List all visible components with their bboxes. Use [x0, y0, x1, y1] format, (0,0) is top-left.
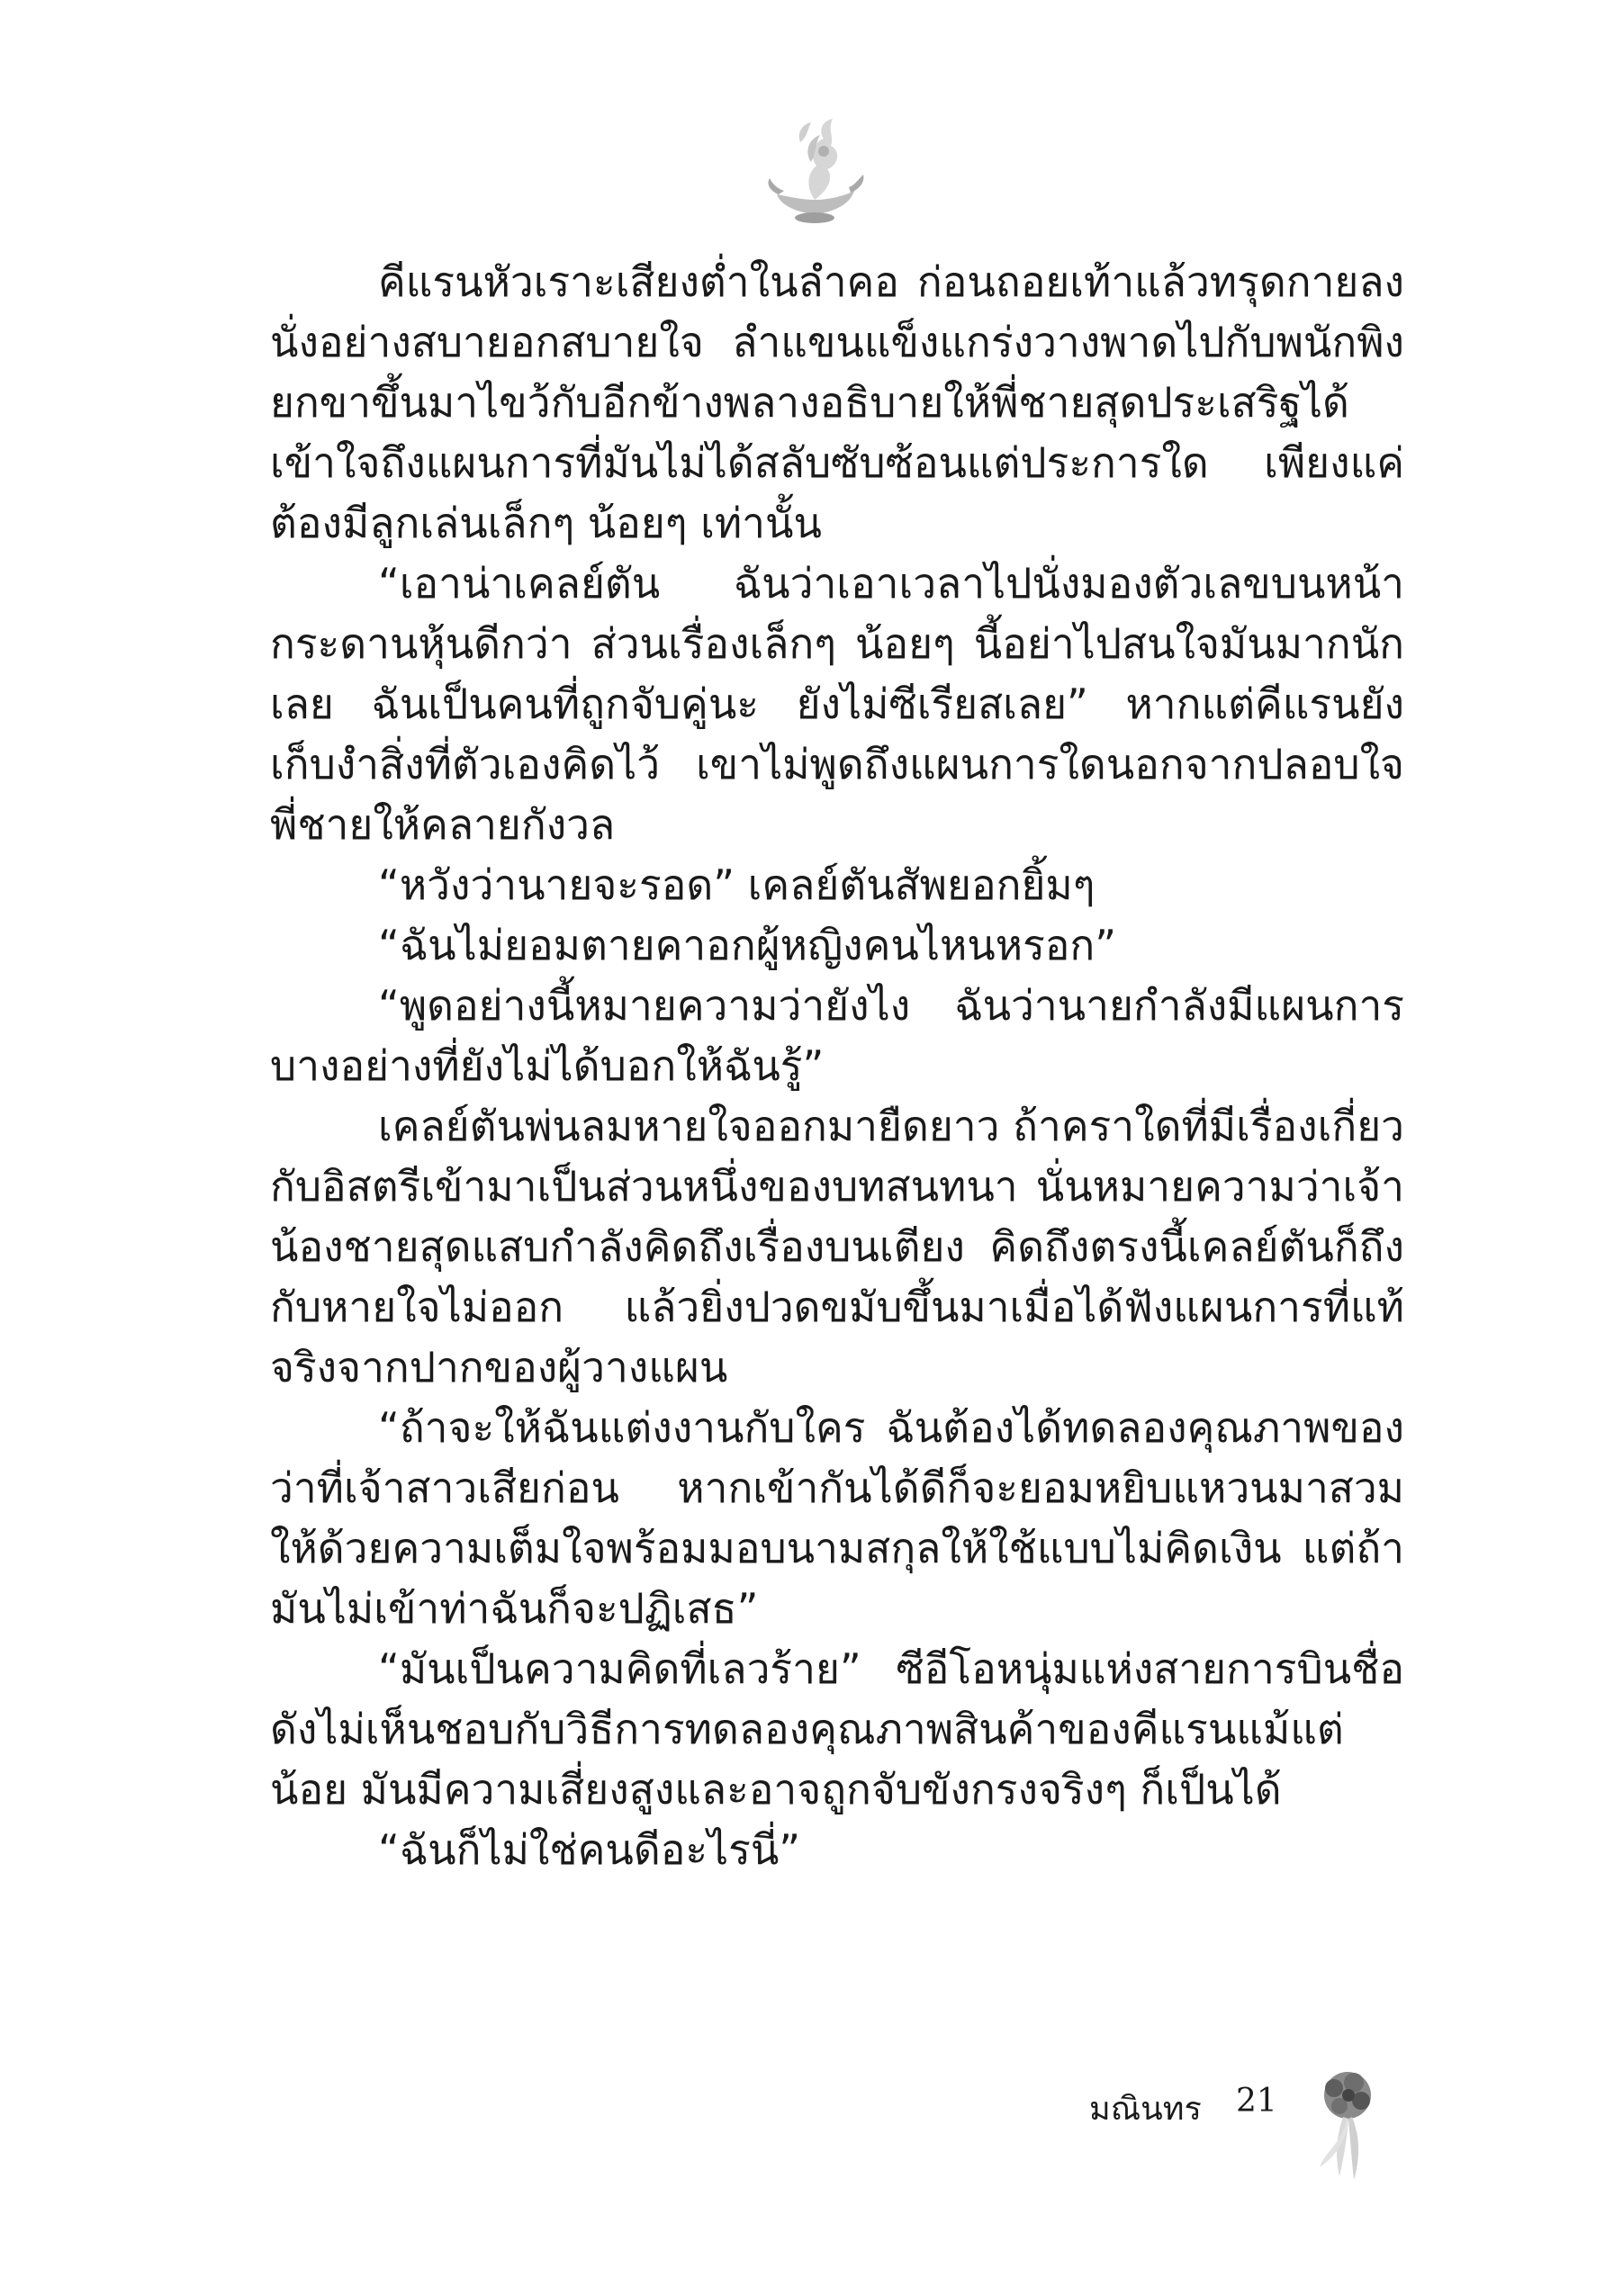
paragraph: “มันเป็นความคิดที่เลวร้าย” ซีอีโอหนุ่มแห่งสายการบินชื่อดังไม่เห็นชอบกับวิธีการทดลองคุณภาพสินค้าของคีแรนแม้แต่น้อย มันมีความเสี่ยงสูงและอาจถูกจับขังกรงจริงๆ ก็เป็นได้	[270, 1644, 1404, 1814]
paragraph: “ฉันก็ไม่ใช่คนดีอะไรนี่”	[378, 1825, 801, 1875]
paragraph: “พูดอย่างนี้หมายความว่ายังไง ฉันว่านายกำลังมีแผนการบางอย่างที่ยังไม่ได้บอกให้ฉันรู้”	[270, 981, 1404, 1091]
paragraph: “ถ้าจะให้ฉันแต่งงานกับใคร ฉันต้องได้ทดลองคุณภาพของว่าที่เจ้าสาวเสียก่อน หากเข้ากันได้ดีก็จะยอมหยิบแหวนมาสวมให้ด้วยความเต็มใจพร้อมมอบนามสกุลให้ใช้แบบไม่คิดเงิน แต่ถ้ามันไม่เข้าท่าฉันก็จะปฏิเสธ”	[270, 1403, 1404, 1634]
paragraph: “หวังว่านายจะรอด” เคลย์ตันสัพยอกยิ้มๆ	[378, 860, 1096, 910]
book-title: มณินทร	[1089, 2091, 1202, 2128]
body-text	[270, 252, 1404, 1880]
paragraph: “ฉันไม่ยอมตายคาอกผู้หญิงคนไหนหรอก”	[378, 921, 1117, 970]
flower-bouquet-icon	[1298, 2061, 1397, 2187]
page-number: 21	[1236, 2083, 1277, 2120]
paragraph: คีแรนหัวเราะเสียงต่ำในลำคอ ก่อนถอยเท้าแล้วทรุดกายลงนั่งอย่างสบายอกสบายใจ ลำแขนแข็งแกร่งวางพาดไปกับพนักพิง ยกขาขึ้นมาไขว้กับอีกข้างพลางอธิบายให้พี่ชายสุดประเสริฐได้เข้าใจถึงแผนการที่มันไม่ได้สลับซับซ้อนแต่ประการใด เพียงแค่ต้องมีลูกเล่นเล็กๆ น้อยๆ เท่านั้น	[270, 257, 1404, 548]
page-footer	[0, 2061, 1605, 2205]
paragraph: “เอาน่าเคลย์ตัน ฉันว่าเอาเวลาไปนั่งมองตัวเลขบนหน้ากระดานหุ้นดีกว่า ส่วนเรื่องเล็กๆ น้อยๆ นี้อย่าไปสนใจมันมากนักเลย ฉันเป็นคนที่ถูกจับคู่นะ ยังไม่ซีเรียสเลย” หากแต่คีแรนยังเก็บงำสิ่งที่ตัวเองคิดไว้ เขาไม่พูดถึงแผนการใดนอกจากปลอบใจพี่ชายให้คลายกังวล	[270, 559, 1404, 850]
genie-lamp-icon	[761, 106, 869, 232]
paragraph: เคลย์ตันพ่นลมหายใจออกมายืดยาว ถ้าคราใดที่มีเรื่องเกี่ยวกับอิสตรีเข้ามาเป็นส่วนหนึ่งของบทสนทนา นั่นหมายความว่าเจ้าน้องชายสุดแสบกำลังคิดถึงเรื่องบนเตียง คิดถึงตรงนี้เคลย์ตันก็ถึงกับหายใจไม่ออก แล้วยิ่งปวดขมับขึ้นมาเมื่อได้ฟังแผนการที่แท้จริงจากปากของผู้วางแผน	[270, 1102, 1404, 1392]
